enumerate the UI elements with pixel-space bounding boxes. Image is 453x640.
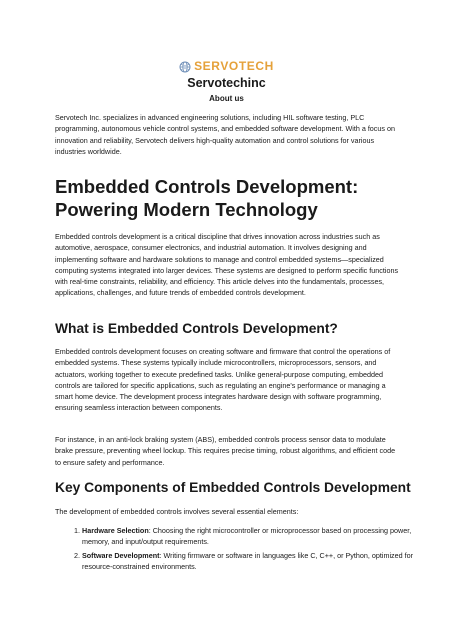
list-item-text: : Choosing the right microcontroller or microprocessor based on processing power, memory, and input/output requirements. bbox=[82, 526, 412, 547]
section1-paragraph-2: For instance, in an anti-lock braking system (ABS), embedded controls process sensor data to modulate brake pressure, preventing wheel lockup. This requires precise timing, robust algorithms, and efficient code to ensure safety and performance. bbox=[55, 435, 396, 467]
company-name: Servotechinc bbox=[187, 76, 266, 90]
about-label: About us bbox=[209, 94, 244, 103]
list-item-term: Software Development bbox=[82, 551, 160, 561]
list-item bbox=[82, 525, 427, 548]
article-title-line-1: Embedded Controls Development: bbox=[55, 176, 359, 197]
intro-paragraph: Servotech Inc. specializes in advanced engineering solutions, including HIL software testing, PLC programming, autonomous vehicle control systems, and embedded software development. With a focus on innovation and reliability, Servotech delivers high-quality automation and control solutions for various industries worldwide. bbox=[55, 113, 395, 156]
list-item-term: Hardware Selection bbox=[82, 526, 149, 535]
globe-icon bbox=[179, 60, 191, 72]
section2-intro: The development of embedded controls involves several essential elements: bbox=[55, 507, 299, 516]
brand-logo bbox=[0, 59, 453, 73]
section-heading-key-components: Key Components of Embedded Controls Development bbox=[55, 480, 411, 495]
list-item bbox=[82, 550, 427, 573]
article-title-line-2: Powering Modern Technology bbox=[55, 199, 318, 220]
section-heading-what-is: What is Embedded Controls Development? bbox=[55, 321, 338, 336]
components-list bbox=[55, 525, 427, 575]
article-title bbox=[55, 175, 415, 221]
list-item-text: : Writing firmware or software in languages like C, C++, or Python, optimized for resource-constrained environments. bbox=[82, 551, 414, 572]
section1-paragraph-1: Embedded controls development focuses on creating software and firmware that control the operations of embedded systems. These systems typically include microcontrollers, microprocessors, sensors, and actuators, working together to execute predefined tasks. Unlike general-purpose computing, embedded controls are tailored for specific applications, such as regulating an engine's performance or managing a smart home device. The development process integrates hardware design with software programming, ensuring seamless interaction between components. bbox=[55, 347, 391, 413]
lead-paragraph: Embedded controls development is a critical discipline that drives innovation across industries such as automotive, aerospace, consumer electronics, and industrial automation. It involves designing and implementing software and hardware solutions to manage and control embedded systems—specialized computing systems integrated into larger devices. These systems are designed to perform specific functions with real-time constraints, reliability, and efficiency. This article delves into the fundamentals, processes, applications, challenges, and future trends of embedded controls development. bbox=[55, 232, 399, 298]
logo-text: SERVOTECH bbox=[194, 59, 274, 73]
